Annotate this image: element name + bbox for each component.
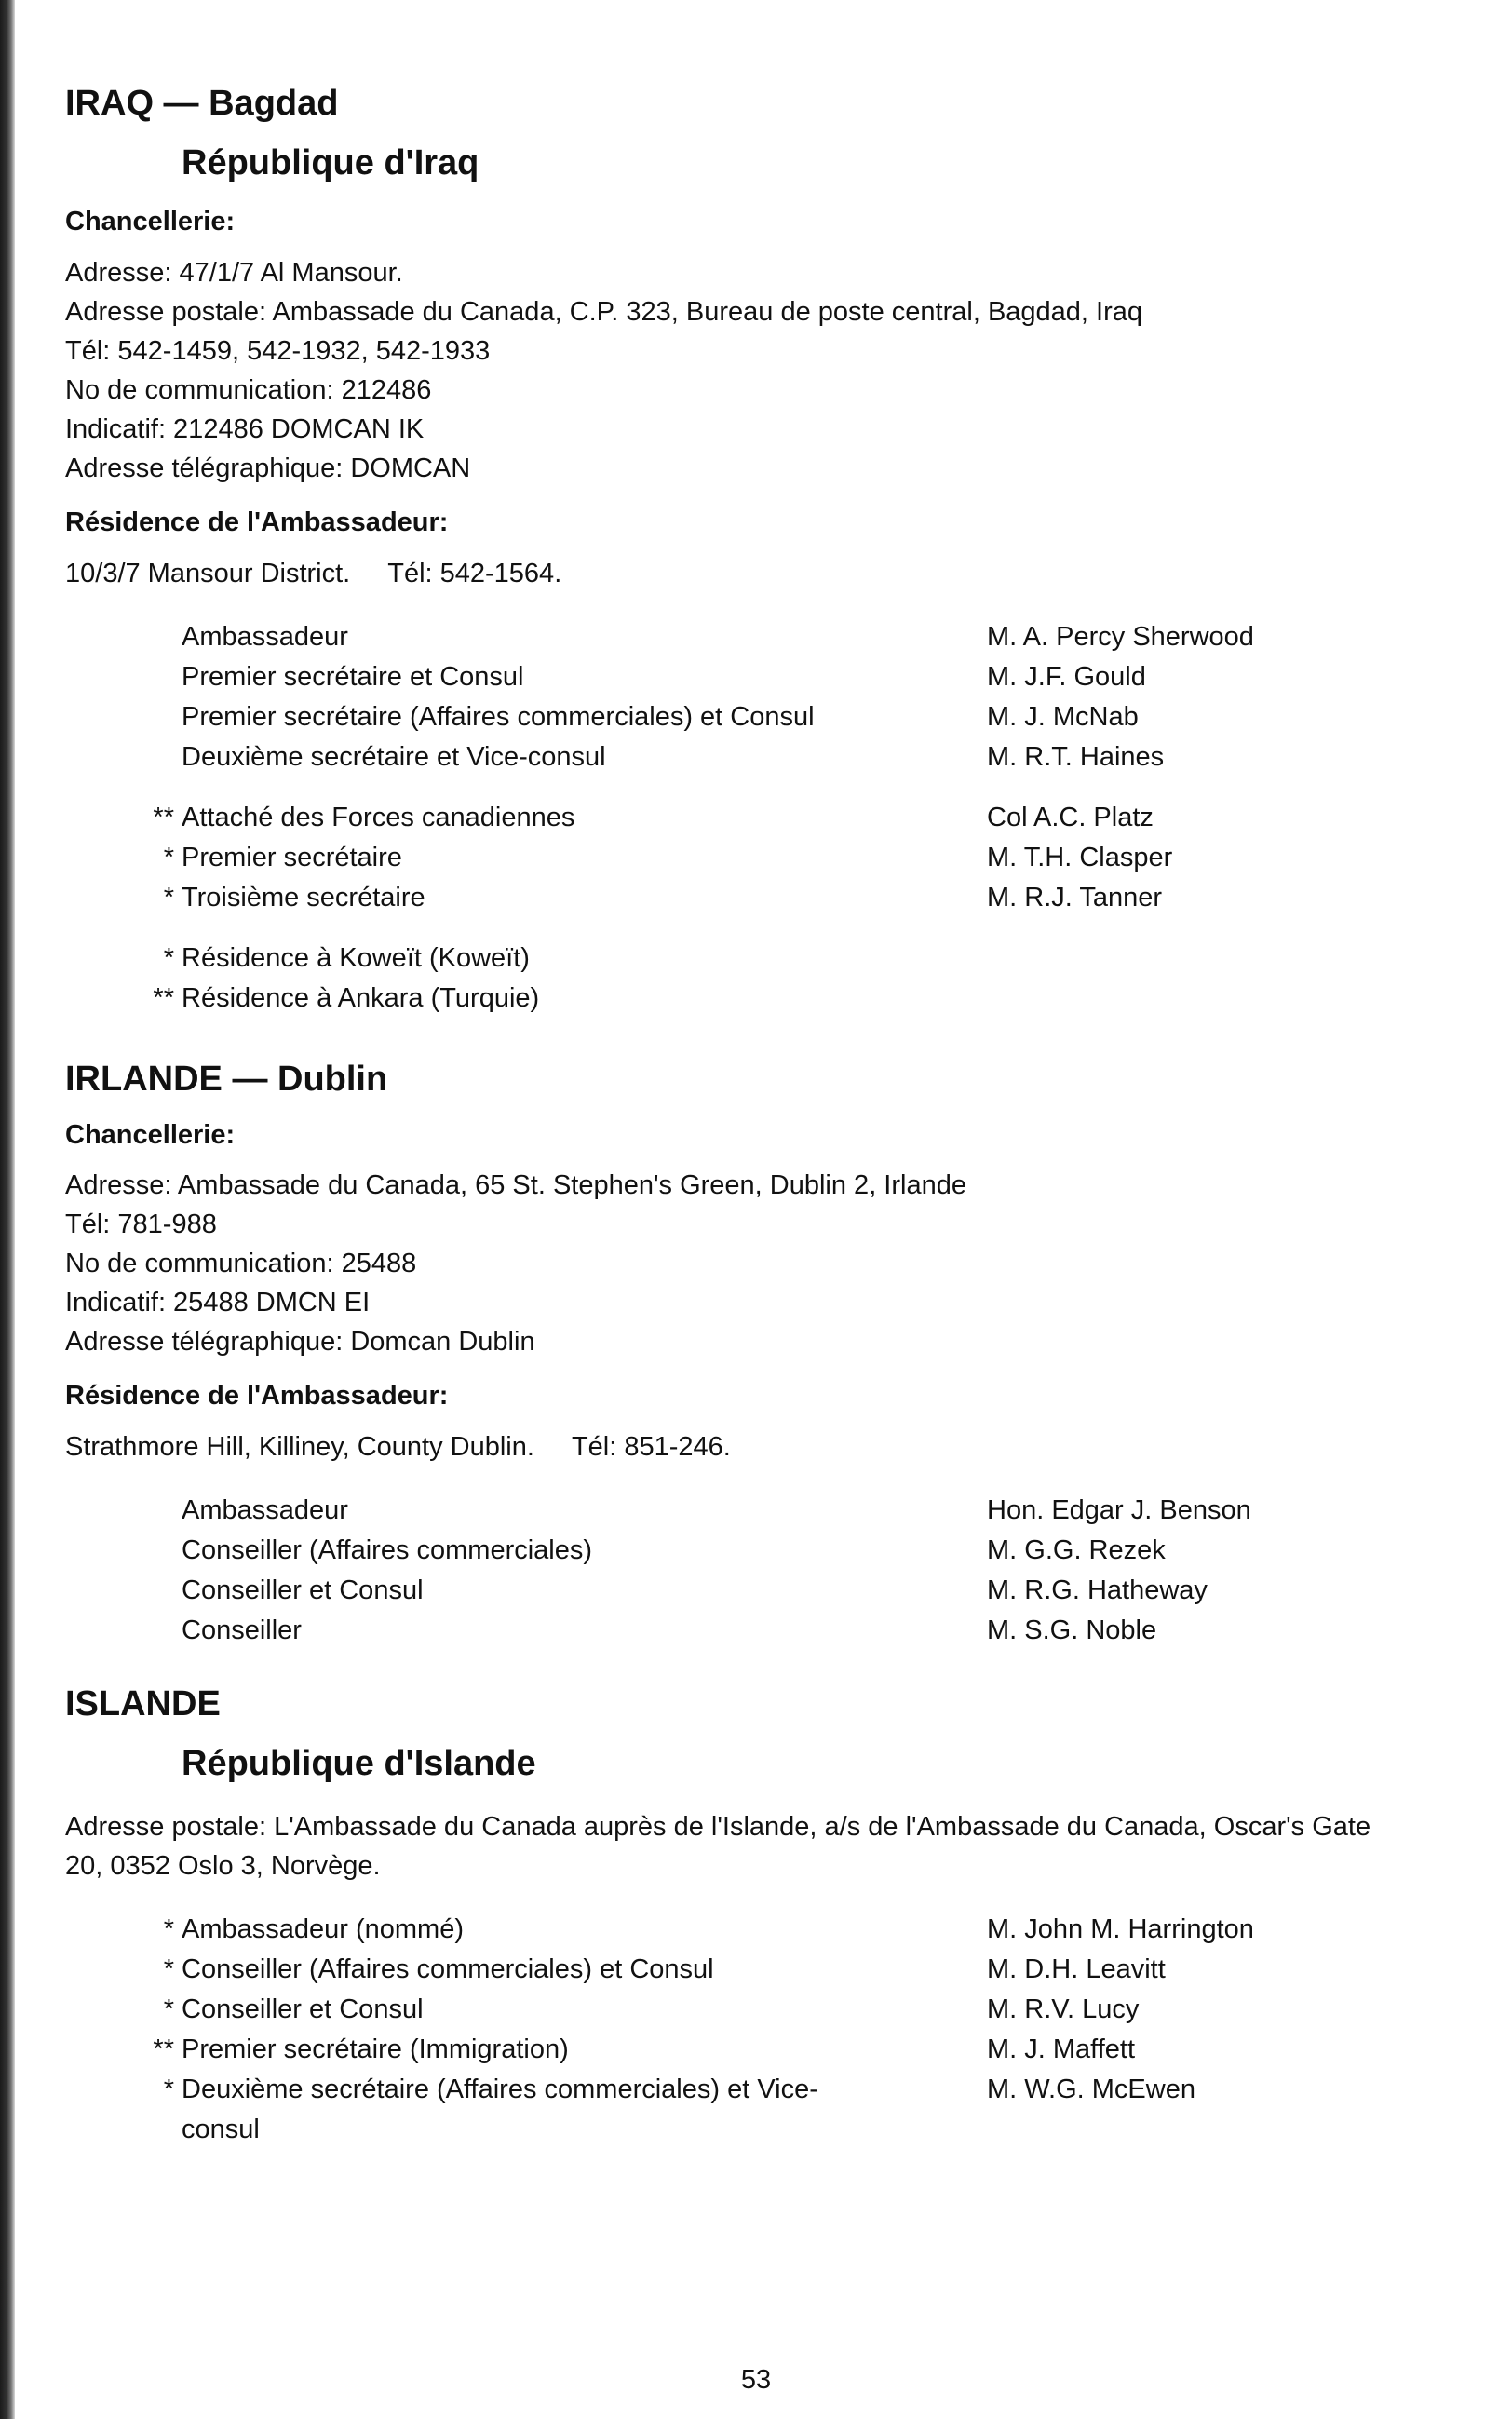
staff-role: Conseiller et Consul <box>182 1993 424 2024</box>
staff-name: M. A. Percy Sherwood <box>987 621 1254 652</box>
staff-marker: ** <box>153 2034 174 2064</box>
iraq-communication-number: No de communication: 212486 <box>65 375 432 406</box>
staff-marker <box>65 1531 182 1571</box>
scanned-page-edge <box>0 0 15 2419</box>
staff-marker: * <box>163 842 174 872</box>
irlande-telephone: Tél: 781-988 <box>65 1210 217 1240</box>
section-iraq <box>65 84 1462 1019</box>
irlande-address: Adresse: Ambassade du Canada, 65 St. Stephen's Green, Dublin 2, Irlande <box>65 1170 966 1201</box>
irlande-chancellerie-label: Chancellerie: <box>65 1119 236 1150</box>
iraq-postal-address: Adresse postale: Ambassade du Canada, C.P. 323, Bureau de poste central, Bagdad, Iraq <box>65 297 1143 328</box>
staff-row <box>65 1990 1462 2030</box>
staff-row <box>65 657 1462 697</box>
irlande-residence-tel: Tél: 851-246. <box>571 1432 731 1463</box>
staff-name: M. R.V. Lucy <box>987 1993 1140 2024</box>
staff-marker <box>65 1571 182 1611</box>
iraq-staff-list-2 <box>65 798 1462 918</box>
staff-row <box>65 798 1462 838</box>
staff-marker: * <box>163 2074 174 2104</box>
footnote-text: Résidence à Ankara (Turquie) <box>182 982 540 1013</box>
staff-marker: * <box>163 1953 174 1984</box>
staff-role: Attaché des Forces canadiennes <box>182 802 575 832</box>
irlande-communication-number: No de communication: 25488 <box>65 1249 417 1279</box>
iraq-chancellerie-label: Chancellerie: <box>65 207 236 237</box>
staff-name: Hon. Edgar J. Benson <box>987 1495 1251 1526</box>
staff-name: M. W.G. McEwen <box>987 2074 1195 2104</box>
irlande-chancellerie-details <box>65 1166 1462 1361</box>
staff-role: Premier secrétaire (Immigration) <box>182 2034 569 2064</box>
staff-role: Premier secrétaire <box>182 842 402 872</box>
staff-role: Conseiller <box>182 1615 302 1646</box>
staff-row <box>65 1571 1462 1611</box>
staff-marker <box>65 617 182 657</box>
staff-row <box>65 1950 1462 1990</box>
footnote-row <box>65 939 1462 979</box>
staff-marker <box>65 657 182 697</box>
iraq-telephone: Tél: 542-1459, 542-1932, 542-1933 <box>65 336 491 367</box>
staff-role: Ambassadeur <box>182 1495 348 1526</box>
footnote-marker: ** <box>153 982 174 1013</box>
staff-row <box>65 1910 1462 1950</box>
iraq-residence-label: Résidence de l'Ambassadeur: <box>65 507 449 538</box>
iraq-residence <box>65 554 1462 593</box>
iraq-telegraphic-address: Adresse télégraphique: DOMCAN <box>65 453 471 484</box>
staff-name: M. R.T. Haines <box>987 741 1165 772</box>
staff-marker <box>65 1611 182 1651</box>
staff-role: Premier secrétaire et Consul <box>182 661 524 692</box>
staff-row <box>65 838 1462 878</box>
staff-role: Deuxième secrétaire (Affaires commerciales) et Vice-consul <box>182 2074 818 2144</box>
footnote-text: Résidence à Koweït (Koweït) <box>182 942 530 973</box>
staff-marker: * <box>163 1913 174 1944</box>
staff-name: M. G.G. Rezek <box>987 1535 1166 1566</box>
staff-name: M. R.G. Hatheway <box>987 1575 1208 1606</box>
iraq-residence-tel: Tél: 542-1564. <box>387 558 562 588</box>
staff-name: M. John M. Harrington <box>987 1913 1254 1944</box>
staff-row <box>65 1531 1462 1571</box>
staff-role: Premier secrétaire (Affaires commerciales) et Consul <box>182 701 815 732</box>
staff-name: M. J. McNab <box>987 701 1139 732</box>
staff-row <box>65 617 1462 657</box>
staff-row <box>65 2070 1462 2150</box>
iraq-staff-list-1 <box>65 617 1462 777</box>
staff-role: Conseiller (Affaires commerciales) <box>182 1535 593 1566</box>
islande-postal-address: Adresse postale: L'Ambassade du Canada auprès de l'Islande, a/s de l'Ambassade du Canada, Oscar's Gate 20, 0352 Oslo 3, Norvège. <box>65 1811 1371 1881</box>
irlande-residence <box>65 1427 1462 1466</box>
staff-name: M. R.J. Tanner <box>987 882 1163 912</box>
irlande-call-sign: Indicatif: 25488 DMCN EI <box>65 1288 371 1318</box>
staff-row <box>65 1491 1462 1531</box>
staff-marker <box>65 737 182 777</box>
staff-row <box>65 697 1462 737</box>
iraq-footnotes <box>65 939 1462 1019</box>
staff-row <box>65 737 1462 777</box>
iraq-chancellerie-details <box>65 253 1462 488</box>
iraq-address: Adresse: 47/1/7 Al Mansour. <box>65 258 403 289</box>
irlande-residence-address: Strathmore Hill, Killiney, County Dublin. <box>65 1432 534 1463</box>
staff-row <box>65 878 1462 918</box>
iraq-residence-address: 10/3/7 Mansour District. <box>65 558 351 588</box>
section-irlande <box>65 1060 1462 1651</box>
iraq-call-sign: Indicatif: 212486 DOMCAN IK <box>65 414 425 445</box>
staff-marker <box>65 697 182 737</box>
staff-marker: * <box>163 1993 174 2024</box>
islande-subheading: République d'Islande <box>182 1743 536 1783</box>
islande-heading: ISLANDE <box>65 1684 221 1724</box>
staff-name: M. D.H. Leavitt <box>987 1953 1166 1984</box>
irlande-heading: IRLANDE — Dublin <box>65 1059 388 1099</box>
staff-role: Deuxième secrétaire et Vice-consul <box>182 741 606 772</box>
footnote-marker: * <box>163 942 174 973</box>
staff-marker: ** <box>153 802 174 832</box>
staff-name: M. T.H. Clasper <box>987 842 1173 872</box>
staff-name: Col A.C. Platz <box>987 802 1154 832</box>
staff-name: M. J. Maffett <box>987 2034 1136 2064</box>
staff-marker: * <box>163 882 174 912</box>
staff-role: Troisième secrétaire <box>182 882 425 912</box>
staff-row <box>65 1611 1462 1651</box>
staff-marker <box>65 1491 182 1531</box>
staff-role: Conseiller (Affaires commerciales) et Consul <box>182 1953 714 1984</box>
islande-staff-list <box>65 1910 1462 2150</box>
staff-name: M. S.G. Noble <box>987 1615 1157 1646</box>
section-islande <box>65 1684 1462 2149</box>
page-number: 53 <box>740 2365 772 2395</box>
staff-role: Ambassadeur (nommé) <box>182 1913 464 1944</box>
staff-row <box>65 2030 1462 2070</box>
staff-name: M. J.F. Gould <box>987 661 1146 692</box>
staff-role: Conseiller et Consul <box>182 1575 424 1606</box>
staff-role: Ambassadeur <box>182 621 348 652</box>
irlande-staff-list <box>65 1491 1462 1651</box>
irlande-residence-label: Résidence de l'Ambassadeur: <box>65 1381 449 1412</box>
iraq-heading: IRAQ — Bagdad <box>65 84 339 123</box>
footnote-row <box>65 979 1462 1019</box>
irlande-telegraphic-address: Adresse télégraphique: Domcan Dublin <box>65 1327 535 1358</box>
iraq-subheading: République d'Iraq <box>182 142 479 182</box>
document-page <box>65 84 1462 2170</box>
